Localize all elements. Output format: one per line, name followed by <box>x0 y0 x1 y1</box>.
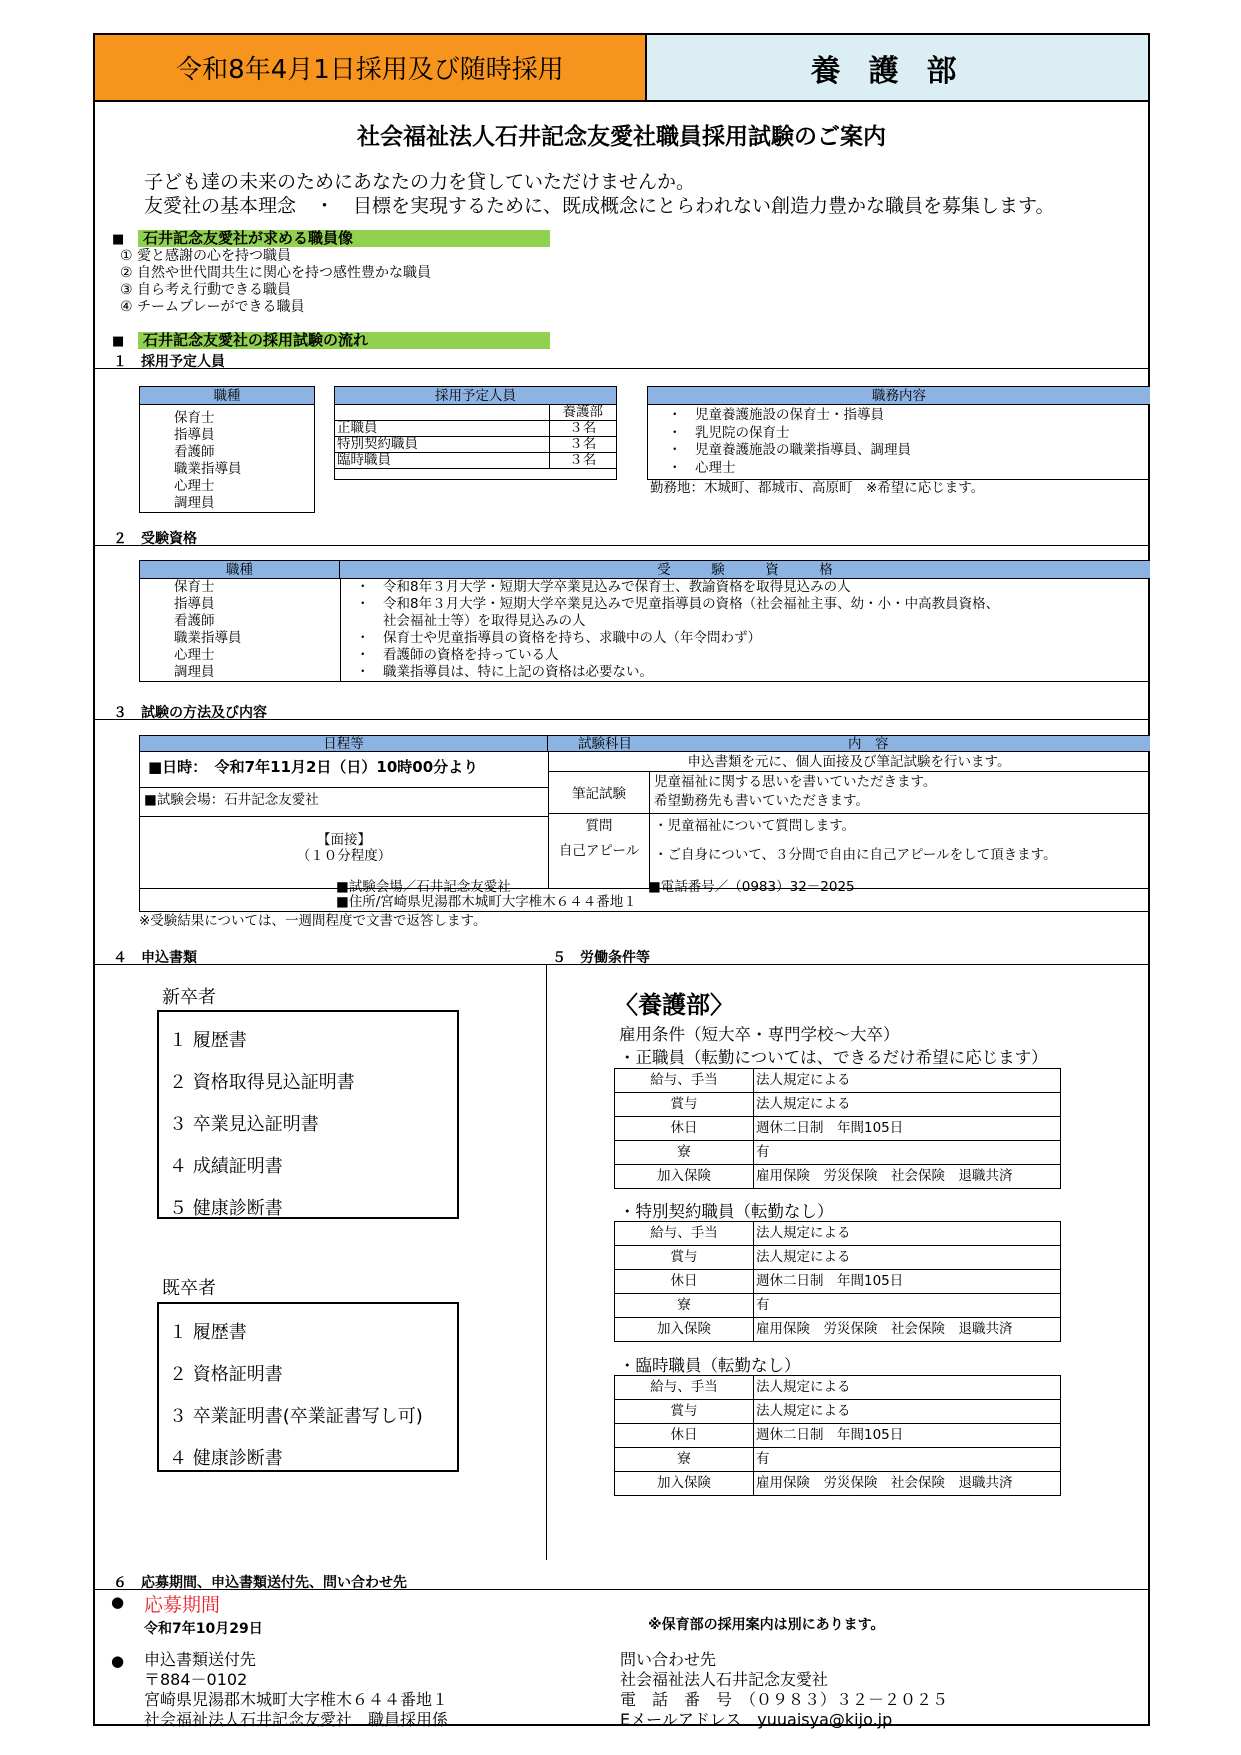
divider <box>95 1589 1148 1590</box>
ideal-item: ④ チームプレーができる職員 <box>120 299 305 315</box>
doc-item: ３ 卒業証明書(卒業証書写し可) <box>169 1406 423 1427</box>
headcount-value: ３名 <box>549 421 617 437</box>
cond-key: 寮 <box>615 1141 754 1165</box>
qual-item: ・ 職業指導員は、特に上記の資格は必要ない。 <box>356 664 653 680</box>
send-label: 申込書類送付先 <box>144 1650 257 1669</box>
cond-key: 休日 <box>615 1117 754 1141</box>
duty-item: ・ 児童養護施設の保育士・指導員 <box>668 407 884 423</box>
qual-item: ・ 保育士や児童指導員の資格を持ち、求職中の人（年令問わず） <box>356 630 761 646</box>
nursery-note: ※保育部の採用案内は別にあります。 <box>648 1617 885 1633</box>
exam-address: ■住所/宮崎県児湯郡木城町大字椎木６４４番地１ <box>336 894 637 910</box>
qual-item: ・ 看護師の資格を持っている人 <box>356 647 559 663</box>
conditions-table <box>614 1375 1061 1496</box>
headcount-grid <box>334 404 617 469</box>
send-address: 宮崎県児湯郡木城町大字椎木６４４番地１ <box>144 1690 449 1709</box>
cond-value: 雇用保険 労災保険 社会保険 退職共済 <box>754 1472 1061 1496</box>
conditions-table <box>614 1221 1061 1342</box>
section-2-heading: ２ 受験資格 <box>113 531 197 547</box>
column-divider <box>546 964 547 1560</box>
qual-header: 受 験 資 格 <box>340 561 1150 579</box>
divider <box>548 771 1150 772</box>
conditions-dept: 〈養護部〉 <box>614 991 734 1019</box>
employment-conditions: 雇用条件（短大卒・専門学校～大卒） <box>619 1025 900 1044</box>
cond-value: 法人規定による <box>754 1400 1061 1424</box>
column-divider <box>649 771 650 888</box>
inquiry-org: 社会福祉法人石井記念友愛社 <box>620 1670 829 1689</box>
headcount-value: ３名 <box>549 453 617 469</box>
qual-jobs-list <box>174 579 242 681</box>
subject-detail: 希望勤務先も書いていただきます。 <box>654 793 869 809</box>
qual-list <box>356 579 999 681</box>
period-label: 応募期間 <box>144 1594 221 1616</box>
doc-item: ５ 健康診断書 <box>169 1198 283 1219</box>
jobs-header: 職種 <box>140 387 314 405</box>
job-item: 職業指導員 <box>174 461 242 477</box>
department-banner: 養護部 <box>647 35 1148 102</box>
bullet-circle-icon: ● <box>111 1652 125 1670</box>
divider <box>95 964 1148 965</box>
job-item: 心理士 <box>174 478 215 494</box>
cond-key: 給与、手当 <box>615 1069 754 1093</box>
cond-key: 寮 <box>615 1294 754 1318</box>
inquiry <box>620 1650 948 1730</box>
doc-item: ２ 資格証明書 <box>169 1364 283 1385</box>
exam-col-content: 内 容 <box>848 736 889 752</box>
job-item: 調理員 <box>174 495 215 511</box>
column-divider <box>340 579 341 681</box>
cond-key: 賞与 <box>615 1246 754 1270</box>
cond-key: 寮 <box>615 1448 754 1472</box>
cond-key: 給与、手当 <box>615 1376 754 1400</box>
doc-item: １ 履歴書 <box>169 1030 247 1051</box>
divider <box>140 816 548 817</box>
cond-key: 賞与 <box>615 1093 754 1117</box>
cond-value: 法人規定による <box>754 1222 1061 1246</box>
exam-phone: ■電話番号／（0983）32－2025 <box>648 879 855 895</box>
doc-item: ２ 資格取得見込証明書 <box>169 1072 355 1093</box>
cond-value: 有 <box>754 1448 1061 1472</box>
section-4-heading: ４ 申込書類 <box>113 950 197 966</box>
exam-col-schedule: 日程等 <box>140 736 548 752</box>
cond-value: 週休二日制 年間105日 <box>754 1424 1061 1448</box>
section-3-heading: ３ 試験の方法及び内容 <box>113 705 267 721</box>
job-item: 看護師 <box>174 613 215 629</box>
divider <box>140 888 1150 889</box>
intro-line-1: 子ども達の未来のためにあなたの力を貸していただけませんか。 <box>144 171 696 193</box>
group-title: ・特別契約職員（転勤なし） <box>619 1202 834 1221</box>
headcount-header: 採用予定人員 <box>335 387 616 405</box>
divider <box>140 787 548 788</box>
subject-name: 自己アピール <box>558 843 640 859</box>
intro-line-2: 友愛社の基本理念 ・ 目標を実現するために、既成概念にとらわれない創造力豊かな職員を募集します。 <box>144 195 1055 217</box>
new-grad-doc-list <box>169 1020 355 1230</box>
subject-name: 質問 <box>585 818 613 834</box>
duty-item: ・ 乳児院の保育士 <box>668 424 790 441</box>
ideal-item: ② 自然や世代間共生に関心を持つ感性豊かな職員 <box>120 265 431 281</box>
cond-value: 週休二日制 年間105日 <box>754 1117 1061 1141</box>
page-title: 社会福祉法人石井記念友愛社職員採用試験のご案内 <box>357 124 886 150</box>
graduate-docs <box>157 1302 459 1472</box>
section-6-heading: ６ 応募期間、申込書類送付先、問い合わせ先 <box>113 1575 407 1591</box>
send-zip: 〒884－0102 <box>144 1670 248 1689</box>
qual-jobs-header: 職種 <box>140 561 340 579</box>
duty-item: ・ 心理士 <box>668 459 736 476</box>
exam-venue: ■試験会場：石井記念友愛社 <box>144 792 319 808</box>
flow-heading: 石井記念友愛社の採用試験の流れ <box>138 332 550 349</box>
exam-col-subject-label: 試験科目 <box>578 736 632 752</box>
duties-table <box>647 386 1150 480</box>
qualification-table <box>139 560 1150 682</box>
cond-key: 加入保険 <box>615 1472 754 1496</box>
headcount-col: 養護部 <box>549 405 617 421</box>
duty-item: ・ 児童養護施設の職業指導員、調理員 <box>668 442 911 458</box>
group-title: ・正職員（転勤については、できるだけ希望に応じます） <box>619 1048 1048 1067</box>
period-date: 令和7年10月29日 <box>144 1621 263 1637</box>
cond-key: 加入保険 <box>615 1165 754 1189</box>
exam-place: ■試験会場／石井記念友愛社 <box>336 879 511 895</box>
cond-value: 法人規定による <box>754 1069 1061 1093</box>
doc-item: ３ 卒業見込証明書 <box>169 1114 319 1135</box>
cond-key: 加入保険 <box>615 1318 754 1342</box>
group-title: ・臨時職員（転勤なし） <box>619 1356 801 1375</box>
headcount-label: 正職員 <box>335 421 550 437</box>
job-item: 看護師 <box>174 444 215 460</box>
exam-date: ■日時： 令和7年11月2日（日）10時00分より <box>148 758 479 776</box>
interview-duration: （１０分程度） <box>296 848 392 864</box>
headcount-table <box>334 386 617 480</box>
doc-item: ４ 健康診断書 <box>169 1448 283 1469</box>
divider <box>548 813 1150 814</box>
send-to <box>144 1650 448 1730</box>
inquiry-email[interactable]: Eメールアドレス yuuaisya@kijo.jp <box>620 1710 893 1729</box>
bullet-circle-icon: ● <box>111 1593 125 1611</box>
graduate-label: 既卒者 <box>162 1278 216 1299</box>
divider <box>95 545 1148 546</box>
subject-detail: ・児童福祉について質問します。 <box>654 818 856 834</box>
job-item: 保育士 <box>174 410 215 426</box>
cond-value: 雇用保険 労災保険 社会保険 退職共済 <box>754 1165 1061 1189</box>
section-5-heading: ５ 労働条件等 <box>552 950 650 966</box>
inquiry-label: 問い合わせ先 <box>620 1650 717 1669</box>
doc-item: １ 履歴書 <box>169 1322 247 1343</box>
jobs-table <box>139 386 315 513</box>
qual-item: ・ 令和8年３月大学・短期大学卒業見込みで保育士、教諭資格を取得見込みの人 <box>356 579 851 595</box>
exam-result-note: ※受験結果については、一週間程度で文書で返答します。 <box>139 913 487 929</box>
qual-item: 社会福祉士等）を取得見込みの人 <box>356 613 586 629</box>
bullet-square-icon: ■ <box>112 232 125 247</box>
subject-name: 筆記試験 <box>572 786 626 802</box>
cond-value: 有 <box>754 1141 1061 1165</box>
workplace-note: 勤務地：木城町、都城市、高原町 ※希望に応じます。 <box>650 480 985 496</box>
job-item: 指導員 <box>174 427 215 443</box>
job-item: 指導員 <box>174 596 215 612</box>
cond-key: 休日 <box>615 1270 754 1294</box>
conditions-table <box>614 1068 1061 1189</box>
cond-value: 有 <box>754 1294 1061 1318</box>
job-item: 心理士 <box>174 647 215 663</box>
divider <box>95 719 1148 720</box>
subject-detail: ・ご自身について、３分間で自由に自己アピールをして頂きます。 <box>654 847 1057 863</box>
divider <box>95 368 1148 369</box>
cond-key: 休日 <box>615 1424 754 1448</box>
headcount-label: 特別契約職員 <box>335 437 550 453</box>
cond-value: 法人規定による <box>754 1376 1061 1400</box>
exam-col-subject <box>548 736 1150 752</box>
duties-list <box>668 407 911 477</box>
qual-item: ・ 令和8年３月大学・短期大学卒業見込みで児童指導員の資格（社会福祉主事、幼・小・中高教員資格、 <box>356 596 1000 612</box>
cond-key: 賞与 <box>615 1400 754 1424</box>
job-item: 保育士 <box>174 579 215 595</box>
ideal-item: ① 愛と感謝の心を持つ職員 <box>120 248 292 264</box>
cond-value: 法人規定による <box>754 1093 1061 1117</box>
hiring-date-banner: 令和8年4月1日採用及び随時採用 <box>95 35 647 102</box>
bullet-square-icon: ■ <box>112 334 125 349</box>
job-item: 職業指導員 <box>174 630 242 646</box>
subject-detail: 児童福祉に関する思いを書いていただきます。 <box>654 774 937 790</box>
cond-value: 週休二日制 年間105日 <box>754 1270 1061 1294</box>
cond-value: 雇用保険 労災保険 社会保険 退職共済 <box>754 1318 1061 1342</box>
interview-label: 【面接】 <box>317 832 371 848</box>
exam-overview: 申込書類を元に、個人面接及び筆記試験を行います。 <box>687 754 1011 770</box>
doc-item: ４ 成績証明書 <box>169 1156 283 1177</box>
cond-key: 給与、手当 <box>615 1222 754 1246</box>
inquiry-phone: 電 話 番 号 （０９８３）３２－２０２５ <box>620 1690 949 1709</box>
exam-table <box>139 735 1150 912</box>
ideal-item: ③ 自ら考え行動できる職員 <box>120 282 292 298</box>
section-1-heading: １ 採用予定人員 <box>113 354 225 370</box>
send-org: 社会福祉法人石井記念友愛社 職員採用係 <box>144 1710 449 1729</box>
ideal-heading: 石井記念友愛社が求める職員像 <box>138 230 550 247</box>
job-item: 調理員 <box>174 664 215 680</box>
headcount-label: 臨時職員 <box>335 453 550 469</box>
new-grad-docs <box>157 1010 459 1219</box>
jobs-list <box>174 410 242 512</box>
new-grad-label: 新卒者 <box>162 987 216 1008</box>
headcount-value: ３名 <box>549 437 617 453</box>
duties-header: 職務内容 <box>648 387 1150 405</box>
graduate-doc-list <box>169 1312 423 1480</box>
cond-value: 法人規定による <box>754 1246 1061 1270</box>
